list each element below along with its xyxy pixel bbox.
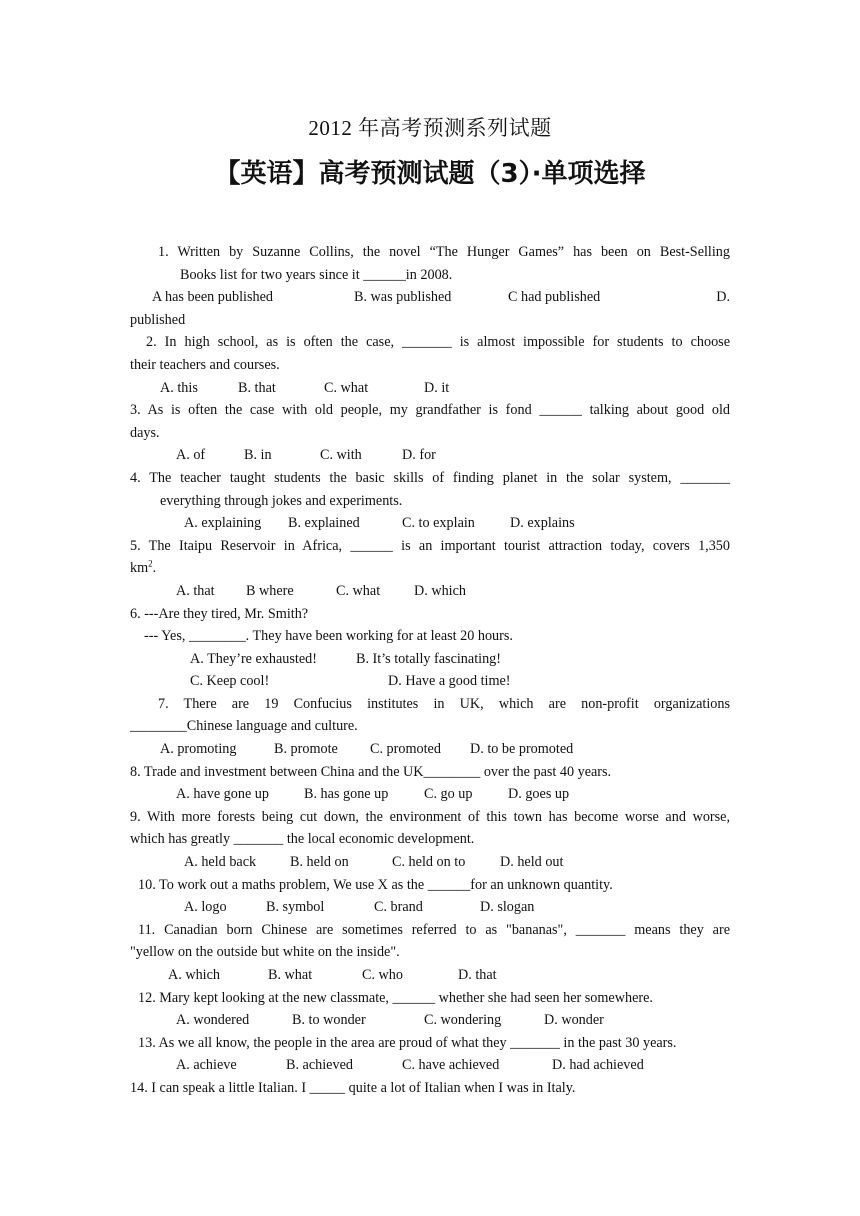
- question-6-options-row1: [130, 648, 730, 671]
- option-c[interactable]: C. what: [336, 582, 381, 599]
- question-list: [130, 241, 730, 1100]
- option-b[interactable]: B. achieved: [286, 1057, 353, 1074]
- option-d[interactable]: D. which: [414, 582, 467, 599]
- option-d[interactable]: D. slogan: [480, 899, 535, 916]
- question-2-stem-cont: their teachers and courses.: [130, 356, 280, 373]
- question-10-stem: 10. To work out a maths problem, We use X as the ______for an unknown quantity.: [138, 876, 613, 893]
- question-3-options: [130, 444, 730, 467]
- question-11-stem: 11. Canadian born Chinese are sometimes referred to as "bananas", _______ means they are: [138, 921, 730, 938]
- option-a[interactable]: A. that: [176, 582, 215, 599]
- option-d[interactable]: D. for: [402, 447, 436, 464]
- unit-km: km: [130, 560, 149, 577]
- option-d[interactable]: D. it: [424, 379, 450, 396]
- option-b[interactable]: B. promote: [274, 741, 338, 758]
- option-b[interactable]: B. to wonder: [292, 1012, 366, 1029]
- question-9-options: [130, 851, 730, 874]
- option-c[interactable]: C. brand: [374, 899, 423, 916]
- option-b[interactable]: B. held on: [290, 854, 349, 871]
- option-b[interactable]: B. what: [268, 967, 313, 983]
- option-b[interactable]: B. was published: [354, 289, 452, 306]
- option-c[interactable]: C had published: [508, 289, 601, 306]
- question-4-stem: 4. The teacher taught students the basic skills of finding planet in the solar system, _______: [130, 469, 730, 486]
- option-a[interactable]: A. logo: [184, 899, 227, 916]
- question-8-options: [130, 783, 730, 806]
- question-10-options: [130, 896, 730, 919]
- question-1-stem-cont: Books list for two years since it ______in 2008.: [180, 266, 453, 283]
- option-c[interactable]: C. with: [320, 447, 362, 464]
- option-c[interactable]: C. what: [324, 379, 369, 396]
- option-b[interactable]: B. It’s totally fascinating!: [356, 650, 501, 667]
- question-9-stem-cont: which has greatly _______ the local economic development.: [130, 831, 475, 848]
- option-a[interactable]: A. explaining: [184, 515, 262, 532]
- question-6-stem: 6. ---Are they tired, Mr. Smith?: [130, 605, 309, 622]
- question-4-options: [130, 512, 730, 535]
- option-d[interactable]: D. wonder: [544, 1012, 604, 1029]
- option-b[interactable]: B. that: [238, 379, 276, 396]
- option-b[interactable]: B. in: [244, 447, 272, 464]
- option-b[interactable]: B. symbol: [266, 899, 325, 916]
- question-4-stem-cont: everything through jokes and experiments.: [160, 492, 403, 509]
- document-series-title: 2012 年高考预测系列试题: [308, 116, 552, 140]
- question-3-stem: 3. As is often the case with old people, my grandfather is fond ______ talking about good old: [130, 402, 730, 419]
- option-a[interactable]: A. of: [176, 447, 206, 464]
- option-c[interactable]: C. go up: [424, 786, 473, 803]
- question-2-options: [130, 377, 730, 400]
- question-7-stem-cont: ________Chinese language and culture.: [130, 718, 358, 735]
- option-c[interactable]: C. to explain: [402, 515, 475, 532]
- option-d[interactable]: D. explains: [510, 515, 575, 532]
- option-d[interactable]: D.: [716, 289, 730, 306]
- question-1-options: [130, 286, 730, 309]
- question-5-stem: 5. The Itaipu Reservoir in Africa, ______ is an important tourist attraction today, covers 1,350: [130, 537, 730, 554]
- option-a[interactable]: A has been published: [152, 289, 273, 306]
- option-b[interactable]: B where: [246, 582, 294, 599]
- question-6-stem-cont: --- Yes, ________. They have been working for at least 20 hours.: [144, 628, 513, 645]
- option-d[interactable]: D. Have a good time!: [388, 673, 511, 690]
- option-a[interactable]: A. They’re exhausted!: [190, 650, 317, 667]
- option-c[interactable]: C. held on to: [392, 854, 466, 871]
- option-c[interactable]: C. promoted: [370, 741, 441, 758]
- question-7-stem: 7. There are 19 Confucius institutes in UK, which are non-profit organizations: [158, 695, 730, 712]
- question-5-options: [130, 580, 730, 603]
- option-c[interactable]: C. have achieved: [402, 1057, 500, 1074]
- option-a[interactable]: A. held back: [184, 854, 257, 871]
- question-12-stem: 12. Mary kept looking at the new classmate, ______ whether she had seen her somewhere.: [138, 989, 653, 1006]
- question-9-stem: 9. With more forests being cut down, the environment of this town has become worse and worse,: [130, 808, 730, 825]
- question-5-stem-cont: [130, 557, 730, 580]
- unit-superscript: 2: [148, 558, 153, 569]
- option-d[interactable]: D. goes up: [508, 786, 570, 803]
- sentence-period: .: [152, 560, 157, 577]
- question-13-stem: 13. As we all know, the people in the area are proud of what they _______ in the past 30 years.: [138, 1034, 677, 1051]
- question-11-stem-cont: "yellow on the outside but white on the inside".: [130, 944, 400, 961]
- option-d[interactable]: D. that: [458, 967, 497, 983]
- option-c[interactable]: C. wondering: [424, 1012, 502, 1029]
- question-1-stem: 1. Written by Suzanne Collins, the novel “The Hunger Games” has been on Best-Selling: [158, 244, 730, 260]
- option-b[interactable]: B. has gone up: [304, 786, 389, 803]
- question-1-option-d-cont: published: [130, 311, 186, 328]
- option-b[interactable]: B. explained: [288, 515, 360, 532]
- question-6-options-row2: [130, 670, 730, 693]
- question-2-stem: 2. In high school, as is often the case, _______ is almost impossible for students to choose: [146, 334, 730, 351]
- option-d[interactable]: D. held out: [500, 854, 564, 871]
- question-3-stem-cont: days.: [130, 424, 160, 441]
- option-a[interactable]: A. which: [168, 967, 221, 983]
- option-d[interactable]: D. to be promoted: [470, 741, 574, 758]
- document-main-title: 【英语】高考预测试题（3）·单项选择: [214, 159, 646, 189]
- question-11-options: [130, 964, 730, 987]
- question-14-stem: 14. I can speak a little Italian. I _____ quite a lot of Italian when I was in Italy.: [130, 1079, 576, 1096]
- option-c[interactable]: C. Keep cool!: [190, 673, 270, 690]
- option-a[interactable]: A. promoting: [160, 741, 237, 758]
- option-a[interactable]: A. achieve: [176, 1057, 237, 1074]
- question-8-stem: 8. Trade and investment between China and the UK________ over the past 40 years.: [130, 763, 612, 780]
- question-7-options: [130, 738, 730, 761]
- option-a[interactable]: A. have gone up: [176, 786, 269, 803]
- option-a[interactable]: A. this: [160, 379, 198, 396]
- option-d[interactable]: D. had achieved: [552, 1057, 644, 1074]
- question-12-options: [130, 1009, 730, 1032]
- option-a[interactable]: A. wondered: [176, 1012, 250, 1029]
- question-13-options: [130, 1054, 730, 1077]
- option-c[interactable]: C. who: [362, 967, 403, 983]
